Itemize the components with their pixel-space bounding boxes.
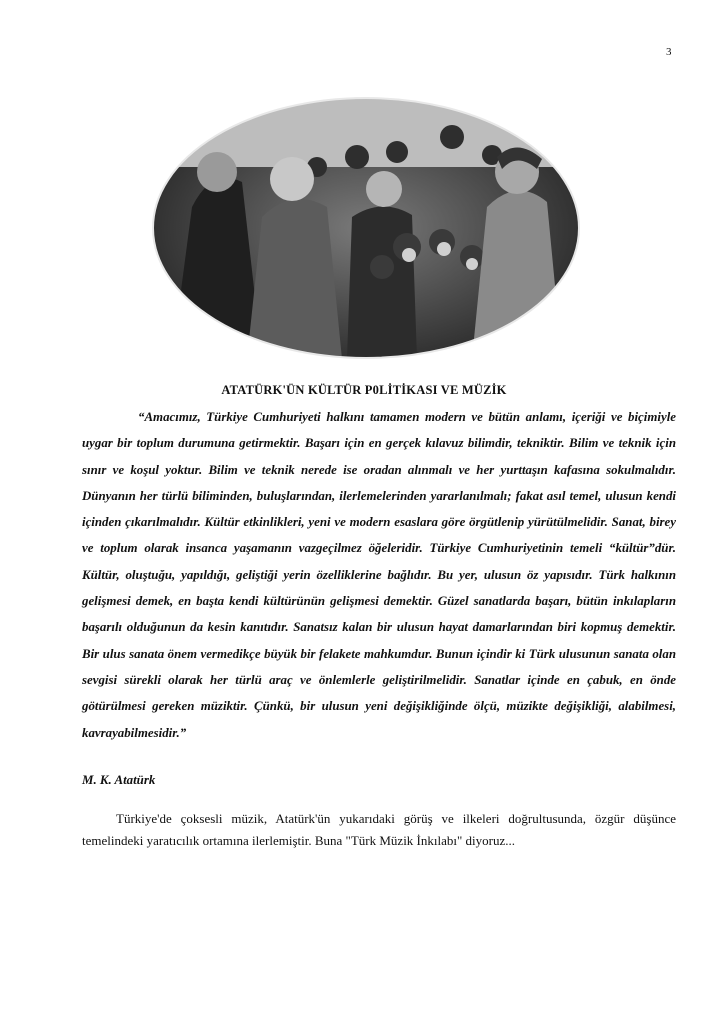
historical-photo (152, 97, 580, 359)
ataturk-quote: “Amacımız, Türkiye Cumhuriyeti halkını tamamen modern ve bütün anlamı, içeriği ve biçimiyle uygar bir toplum durumuna getirmektir. Başarı için en gerçek kılavuz bilimdir, tekniktir. Bilim ve teknik için sınır ve koşul yoktur. Bilim ve teknik nerede ise oradan alınmalı ve her yurttaşın kafasına sokulmalıdır. Dünyanın her türlü biliminden, buluşlarından, ilerlemelerinden yararlanılmalı; fakat asıl temel, ulusun kendi içinden çıkarılmalıdır. Kültür etkinlikleri, yeni ve modern esaslara göre örgütlenip yürütülmelidir. Sanat, birey ve toplum olarak insanca yaşamanın vazgeçilmez öğeleridir. Türkiye Cumhuriyetinin temeli “kültür”dür. Kültür, oluştuğu, yapıldığı, geliştiği yerin özelliklerine bağlıdır. Bu yer, ulusun öz yapısıdır. Türk halkının gelişmesi demek, en başta kendi kültürünün gelişmesi demektir. Güzel sanatlarda başarı, bütün inkılapların başarılı olduğunun da kesin kanıtıdır. Sanatsız kalan bir ulusun hayat damarlarından biri kopmuş demektir. Bir ulus sanata önem vermedikçe büyük bir felakete mahkumdur. Bunun içindir ki Türk ulusunun sanata olan sevgisi sürekli olarak her türlü araç ve önlemlerle geliştirilmelidir. Sanatlar içinde en çabuk, en önde götürülmesi gereken müziktir. Çünkü, bir ulusun yeni değişikliğinde ölçü, müzikte değişikliği, alabilmesi, kavrayabilmesidir.” (82, 410, 676, 740)
page-number: 3 (666, 46, 672, 58)
quote-author: M. K. Atatürk (82, 773, 156, 787)
body-paragraph: Türkiye'de çoksesli müzik, Atatürk'ün yukarıdaki görüş ve ilkeleri doğrultusunda, özgür düşünce temelindeki yaratıcılık ortamına ilerlemiştir. Buna "Türk Müzik İnkılabı" diyoruz... (82, 811, 676, 848)
section-heading: ATATÜRK'ÜN KÜLTÜR P0LİTİKASI VE MÜZİK (221, 383, 507, 397)
